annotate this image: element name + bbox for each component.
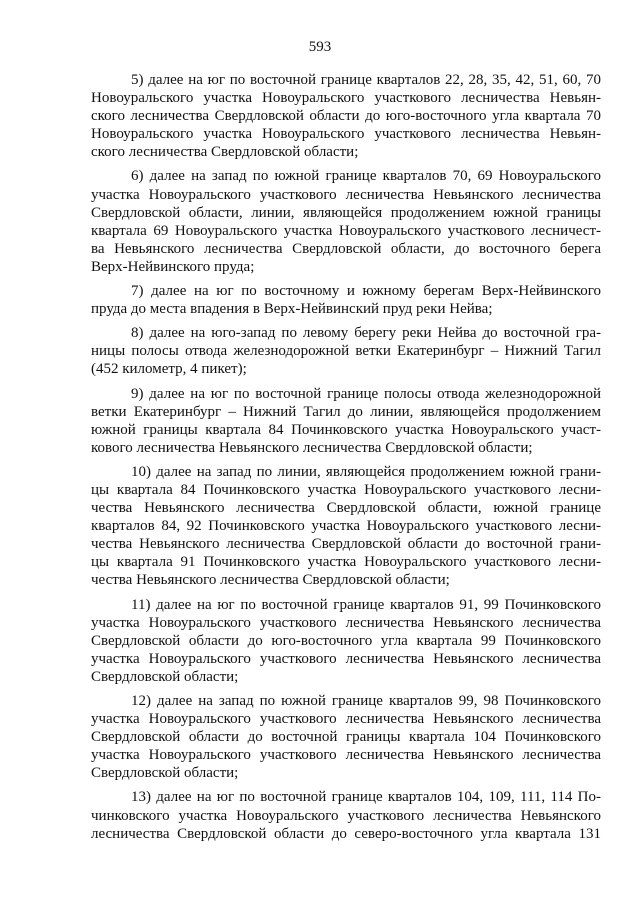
text-line: кварталов 84, 92 Починковского участка Новоуральского участкового лесни- xyxy=(91,518,601,535)
text-line: ского лесничества Свердловской области; xyxy=(91,144,359,161)
text-line: кового лесничества Невьянского лесничества Свердловской области; xyxy=(91,439,533,456)
text-line: ницы полосы отвода железнодорожной ветки Екатеринбург – Нижний Тагил xyxy=(91,343,601,360)
text-line: ского лесничества Свердловской области до юго-восточного угла квартала 70 xyxy=(91,108,601,125)
document-body xyxy=(91,71,601,849)
paragraph xyxy=(91,282,601,318)
text-line: Новоуральского участка Новоуральского участкового лесничества Невьян- xyxy=(91,90,601,107)
text-line: квартала 69 Новоуральского участка Новоуральского участкового лесничест- xyxy=(91,222,601,239)
text-line: участка Новоуральского участкового лесничества Невьянского лесничества xyxy=(91,747,601,764)
text-line: ветки Екатеринбург – Нижний Тагил до линии, являющейся продолжением xyxy=(91,403,601,420)
paragraph xyxy=(91,596,601,686)
text-line: 13) далее на юг по восточной границе кварталов 104, 109, 111, 114 По- xyxy=(131,789,601,806)
text-line: чества Невьянского лесничества Свердловской области; xyxy=(91,572,450,589)
paragraph xyxy=(91,385,601,457)
text-line: Свердловской области; xyxy=(91,765,239,782)
text-line: Свердловской области до юго-восточного угла квартала 99 Починковского xyxy=(91,632,601,649)
text-line: чества Невьянского лесничества Свердловской области, южной границе xyxy=(91,500,601,517)
text-line: цы квартала 84 Починковского участка Новоуральского участкового лесни- xyxy=(91,481,601,498)
page-number: 593 xyxy=(308,39,332,55)
text-line: участка Новоуральского участкового лесничества Невьянского лесничества xyxy=(91,711,601,728)
text-line: 11) далее на юг по восточной границе кварталов 91, 99 Починковского xyxy=(131,596,601,613)
text-line: Новоуральского участка Новоуральского участкового лесничества Невьян- xyxy=(91,126,601,143)
text-line: 7) далее на юг по восточному и южному берегам Верх-Нейвинского xyxy=(131,283,601,300)
paragraph xyxy=(91,324,601,378)
text-line: 9) далее на юг по восточной границе полосы отвода железнодорожной xyxy=(131,385,601,402)
text-line: 10) далее на запад по линии, являющейся продолжением южной грани- xyxy=(131,463,601,480)
paragraph xyxy=(91,788,601,842)
text-line: чества Невьянского лесничества Свердловской области до восточной грани- xyxy=(91,536,601,553)
text-line: участка Новоуральского участкового лесничества Невьянского лесничества xyxy=(91,186,601,203)
paragraph xyxy=(91,71,601,161)
paragraph xyxy=(91,463,601,590)
text-line: 12) далее на запад по южной границе кварталов 99, 98 Починковского xyxy=(131,693,601,709)
text-line: участка Новоуральского участкового лесничества Невьянского лесничества xyxy=(91,650,601,667)
text-line: цы квартала 91 Починковского участка Новоуральского участкового лесни- xyxy=(91,554,601,571)
text-line: пруда до места впадения в Верх-Нейвинский пруд реки Нейва; xyxy=(91,301,493,318)
text-line: Свердловской области до восточной границы квартала 104 Починковского xyxy=(91,729,601,746)
text-line: южной границы квартала 84 Починковского участка Новоуральского участ- xyxy=(91,421,601,438)
text-line: Свердловской области, линии, являющейся продолжением южной границы xyxy=(91,204,601,221)
text-line: Свердловской области; xyxy=(91,668,239,685)
paragraph xyxy=(91,692,601,782)
text-line: 5) далее на юг по восточной границе кварталов 22, 28, 35, 42, 51, 60, 70 xyxy=(131,72,601,88)
text-line: Верх-Нейвинского пруда; xyxy=(91,258,255,275)
text-line: 8) далее на юго-запад по левому берегу реки Нейва до восточной гра- xyxy=(131,325,601,342)
text-line: (452 километр, 4 пикет); xyxy=(91,361,247,378)
text-line: участка Новоуральского участкового лесничества Невьянского лесничества xyxy=(91,614,601,631)
text-line: ва Невьянского лесничества Свердловской области, до восточного берега xyxy=(91,240,601,257)
text-line: чинковского участка Новоуральского участкового лесничества Невьянского xyxy=(91,807,601,824)
text-line: лесничества Свердловской области до северо-восточного угла квартала 131 xyxy=(91,825,601,842)
text-line: 6) далее на запад по южной границе кварталов 70, 69 Новоуральского xyxy=(131,168,601,185)
paragraph xyxy=(91,167,601,276)
